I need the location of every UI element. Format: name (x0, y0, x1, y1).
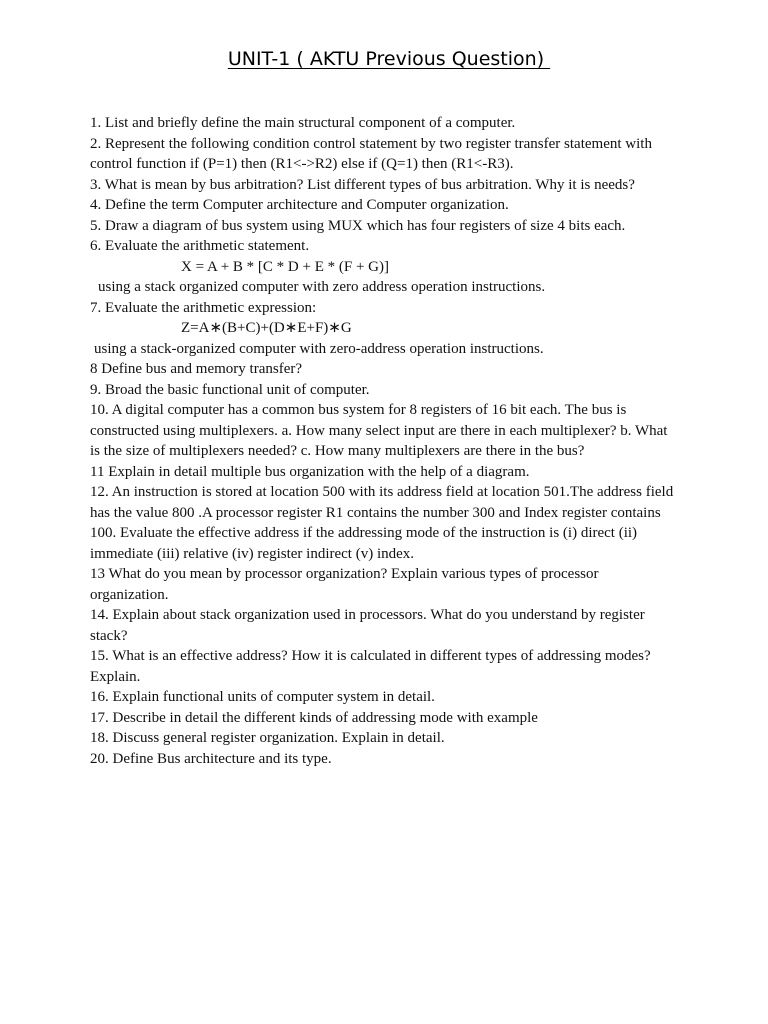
question-line: organization. (90, 586, 169, 603)
question-line: using a stack organized computer with zero address operation instructions. (98, 279, 546, 295)
question-line: 14. Explain about stack organization used in processors. What do you understand by register (90, 607, 645, 623)
question-line: 2. Represent the following condition control statement by two register transfer statement with (90, 135, 652, 152)
question-line: 17. Describe in detail the different kinds of addressing mode with example (90, 709, 538, 726)
question-line: 7. Evaluate the arithmetic expression: (90, 299, 317, 316)
question-line: 15. What is an effective address? How it is calculated in different types of addressing modes? (90, 648, 651, 664)
question-line: 9. Broad the basic functional unit of computer. (90, 381, 370, 398)
question-line: constructed using multiplexers. a. How many select input are there in each multiplexer? b. What (90, 422, 668, 439)
question-line: immediate (iii) relative (iv) register indirect (v) index. (90, 545, 415, 562)
question-line: control function if (P=1) then (R1<->R2) else if (Q=1) then (R1<-R3). (90, 156, 514, 172)
question-line: 4. Define the term Computer architecture and Computer organization. (90, 197, 509, 213)
question-line: using a stack-organized computer with zero-address operation instructions. (94, 340, 544, 357)
question-line: 10. A digital computer has a common bus system for 8 registers of 16 bit each. The bus is (90, 402, 627, 418)
question-line: Explain. (90, 668, 141, 685)
question-line: 100. Evaluate the effective address if the addressing mode of the instruction is (i) direct (ii) (90, 525, 638, 541)
question-line: 12. An instruction is stored at location 500 with its address field at location 501.The address field (90, 484, 674, 500)
question-line: 13 What do you mean by processor organization? Explain various types of processor (90, 566, 599, 582)
page-title: UNIT-1 ( AKTU Previous Question) (227, 48, 551, 70)
question-line: 5. Draw a diagram of bus system using MUX which has four registers of size 4 bits each. (90, 217, 626, 234)
question-line: 20. Define Bus architecture and its type. (90, 750, 332, 767)
question-line: is the size of multiplexers needed? c. How many multiplexers are there in the bus? (90, 443, 585, 459)
question-line: stack? (90, 627, 128, 644)
equation-line: X = A + B * [C * D + E * (F + G)] (181, 258, 390, 275)
question-line: 1. List and briefly define the main structural component of a computer. (90, 115, 516, 131)
question-line: 16. Explain functional units of computer system in detail. (90, 689, 435, 705)
question-line: 11 Explain in detail multiple bus organization with the help of a diagram. (90, 463, 530, 480)
equation-line: Z=A∗(B+C)+(D∗E+F)∗G (181, 320, 352, 336)
question-line: 3. What is mean by bus arbitration? List different types of bus arbitration. Why it is needs? (90, 176, 635, 193)
question-list (90, 113, 690, 769)
question-line: has the value 800 .A processor register R1 contains the number 300 and Index register contains (90, 504, 661, 521)
question-line: 18. Discuss general register organization. Explain in detail. (90, 730, 445, 746)
question-line: 8 Define bus and memory transfer? (90, 361, 303, 377)
question-line: 6. Evaluate the arithmetic statement. (90, 238, 310, 254)
